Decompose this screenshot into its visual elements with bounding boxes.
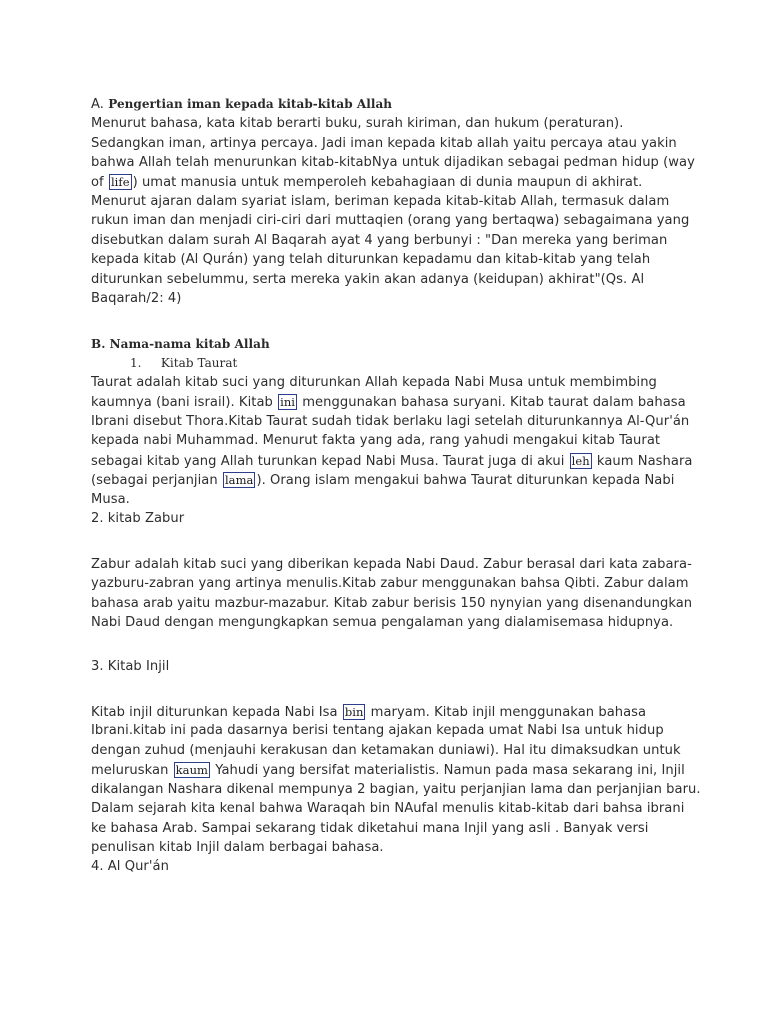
- paragraph-line: [91, 172, 642, 193]
- link-bin[interactable]: bin: [344, 705, 364, 719]
- section-a-heading: [91, 94, 392, 115]
- paragraph-line: [91, 470, 674, 491]
- text-fragment: kaum Nashara: [596, 454, 693, 469]
- text-fragment: of: [91, 175, 104, 190]
- text-fragment: ) umat manusia untuk memperoleh kebahagiaan di dunia maupun di akhirat.: [132, 175, 643, 190]
- paragraph-line: dengan zuhud (menjauhi kerakusan dan ketamakan duniawi). Hal itu dimaksudkan untuk: [91, 743, 681, 758]
- text-fragment: meluruskan: [91, 763, 169, 778]
- subheading-injil: 3. Kitab Injil: [91, 659, 170, 674]
- paragraph-line: Baqarah/2: 4): [91, 291, 182, 306]
- paragraph-line: Zabur adalah kitab suci yang diberikan kepada Nabi Daud. Zabur berasal dari kata zabara-: [91, 557, 692, 572]
- paragraph-line: kepada nabi Muhammad. Menurut fakta yang ada, rang yahudi mengakui kitab Taurat: [91, 433, 661, 448]
- paragraph-line: Menurut bahasa, kata kitab berarti buku, surah kiriman, dan hukum (peraturan).: [91, 116, 624, 131]
- paragraph-line: Ibrani.kitab ini pada dasarnya berisi tentang ajakan kepada umat Nabi Isa untuk hidup: [91, 723, 664, 738]
- link-leh[interactable]: leh: [571, 454, 590, 468]
- paragraph-line: penulisan kitab Injil dalam berbagai bahasa.: [91, 840, 384, 855]
- text-fragment: sebagai kitab yang Allah turunkan kepad Nabi Musa. Taurat juga di akui: [91, 454, 565, 469]
- paragraph-line: [91, 702, 646, 723]
- paragraph-line: Nabi Daud dengan mengungkapkan semua pengalaman yang dialamisemasa hidupnya.: [91, 615, 674, 630]
- paragraph-line: Musa.: [91, 492, 130, 507]
- subheading-zabur: 2. kitab Zabur: [91, 511, 185, 526]
- section-a-title: Pengertian iman kepada kitab-kitab Allah: [108, 97, 393, 111]
- link-life[interactable]: life: [110, 175, 130, 189]
- text-fragment: kaumnya (bani israil). Kitab: [91, 395, 273, 410]
- text-fragment: (sebagai perjanjian: [91, 473, 218, 488]
- section-b-heading: B. Nama-nama kitab Allah: [91, 337, 270, 351]
- subheading-alquran: 4. Al Qur'án: [91, 859, 169, 874]
- link-kaum[interactable]: kaum: [175, 763, 208, 777]
- text-fragment: Kitab injil diturunkan kepada Nabi Isa: [91, 705, 338, 720]
- paragraph-line: Sedangkan iman, artinya percaya. Jadi iman kepada kitab allah yaitu percaya atau yakin: [91, 136, 677, 151]
- paragraph-line: kepada kitab (Al Qurán) yang telah diturunkan kepadamu dan kitab-kitab yang telah: [91, 252, 651, 267]
- paragraph-line: dikalangan Nashara dikenal mempunya 2 bagian, yaitu perjanjian lama dan perjanjian baru.: [91, 782, 701, 797]
- paragraph-line: Ibrani disebut Thora.Kitab Taurat sudah tidak berlaku lagi setelah diturunkannya Al-Qur'án: [91, 414, 690, 429]
- paragraph-line: yazburu-zabran yang artinya menulis.Kitab zabur menggunakan bahsa Qibti. Zabur dalam: [91, 576, 689, 591]
- link-lama[interactable]: lama: [224, 473, 254, 487]
- text-fragment: menggunakan bahasa suryani. Kitab taurat dalam bahasa: [302, 395, 686, 410]
- link-ini[interactable]: ini: [280, 395, 296, 409]
- paragraph-line: bahasa arab yaitu mazbur-mazabur. Kitab zabur berisis 150 nynyian yang disenandungkan: [91, 596, 693, 611]
- paragraph-line: bahwa Allah telah menurunkan kitab-kitabNya untuk dijadikan sebagai pedman hidup (way: [91, 155, 695, 170]
- paragraph-line: [91, 451, 692, 472]
- section-a-letter: A.: [91, 97, 104, 112]
- paragraph-line: Menurut ajaran dalam syariat islam, beriman kepada kitab-kitab Allah, termasuk dalam: [91, 194, 670, 209]
- paragraph-line: [91, 392, 686, 413]
- paragraph-line: disebutkan dalam surah Al Baqarah ayat 4 yang berbunyi : "Dan mereka yang beriman: [91, 233, 668, 248]
- subheading-taurat: 1. Kitab Taurat: [130, 356, 238, 370]
- paragraph-line: ke bahasa Arab. Sampai sekarang tidak diketahui mana Injil yang asli . Banyak versi: [91, 821, 649, 836]
- text-fragment: Yahudi yang bersifat materialistis. Namun pada masa sekarang ini, Injil: [215, 763, 685, 778]
- paragraph-line: diturunkan sebelummu, serta mereka yakin akan adanya (keidupan) akhirat"(Qs. Al: [91, 272, 645, 287]
- paragraph-line: Taurat adalah kitab suci yang diturunkan Allah kepada Nabi Musa untuk membimbing: [91, 375, 657, 390]
- paragraph-line: rukun iman dan menjadi ciri-ciri dari muttaqien (orang yang bertaqwa) sebagaimana yang: [91, 213, 690, 228]
- text-fragment: ). Orang islam mengakui bahwa Taurat diturunkan kepada Nabi: [256, 473, 675, 488]
- paragraph-line: [91, 760, 685, 781]
- paragraph-line: Dalam sejarah kita kenal bahwa Waraqah bin NAufal menulis kitab-kitab dari bahsa ibrani: [91, 801, 685, 816]
- text-fragment: maryam. Kitab injil menggunakan bahasa: [370, 705, 647, 720]
